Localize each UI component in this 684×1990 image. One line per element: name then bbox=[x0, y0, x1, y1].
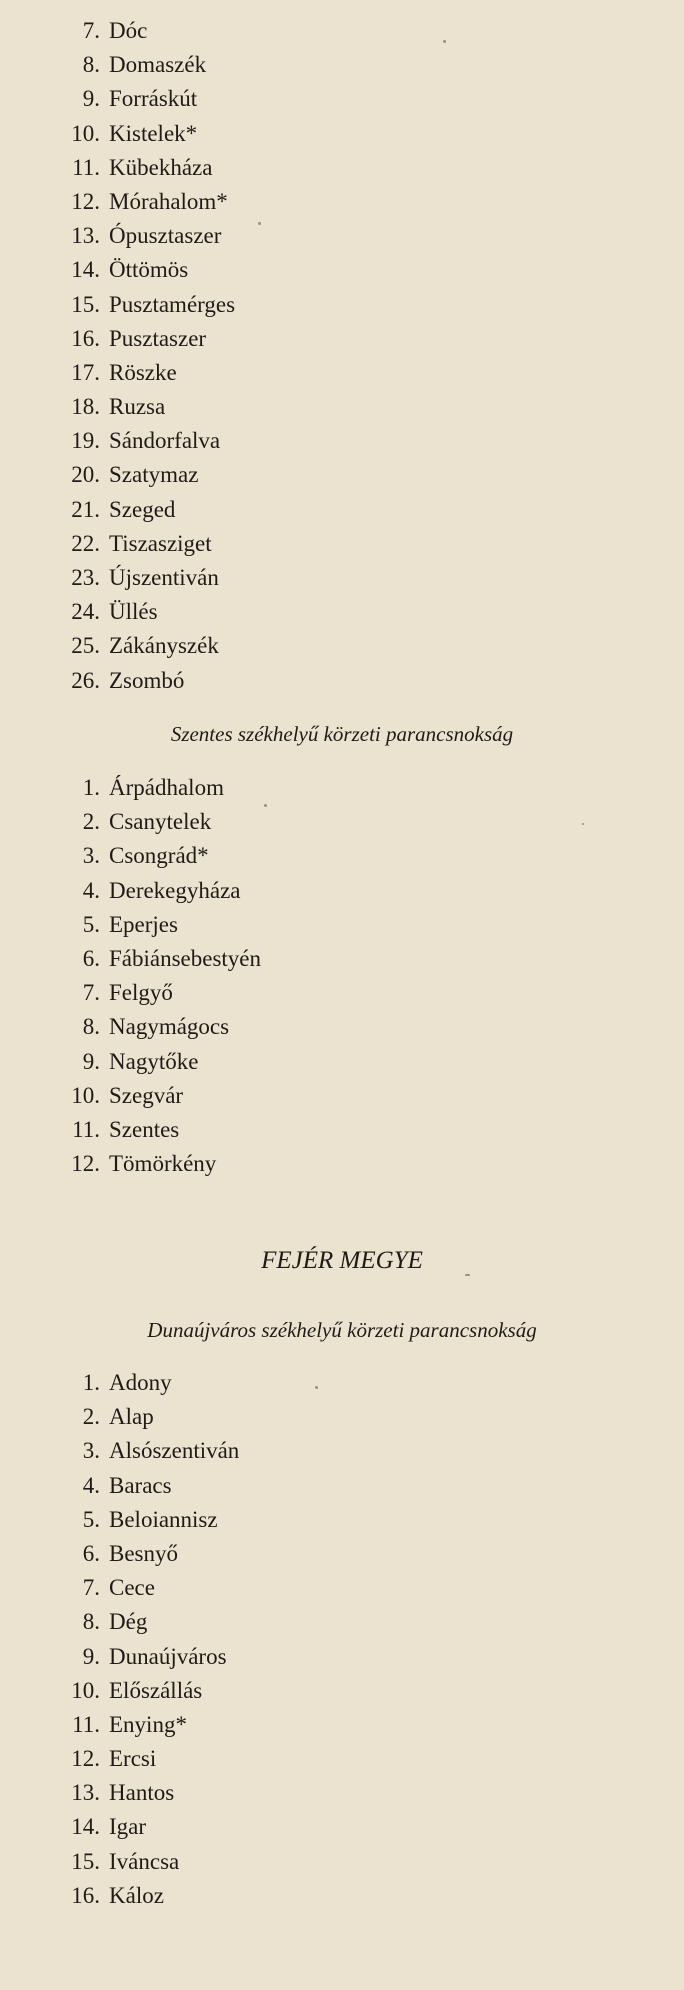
list-item bbox=[0, 1571, 684, 1605]
item-number: 13. bbox=[71, 223, 100, 249]
list-item bbox=[0, 1113, 684, 1147]
item-number: 2. bbox=[82, 809, 100, 835]
item-name: Baracs bbox=[109, 1472, 172, 1498]
item-name: Alap bbox=[109, 1404, 154, 1430]
scan-speck bbox=[443, 40, 446, 43]
item-name: Dóc bbox=[109, 18, 148, 43]
item-name: Nagytőke bbox=[109, 1048, 199, 1074]
item-name: Kistelek* bbox=[109, 120, 198, 146]
item-name: Felgyő bbox=[109, 980, 173, 1006]
item-number: 6. bbox=[82, 945, 100, 971]
item-number: 12. bbox=[71, 1151, 100, 1177]
item-number: 26. bbox=[71, 667, 100, 693]
item-number: 3. bbox=[82, 843, 100, 869]
item-name: Adony bbox=[109, 1370, 172, 1395]
item-name: Előszállás bbox=[109, 1677, 203, 1703]
scan-speck bbox=[264, 804, 267, 807]
list-item bbox=[0, 356, 684, 390]
item-name: Pusztamérges bbox=[109, 291, 236, 317]
item-name: Tömörkény bbox=[109, 1151, 217, 1177]
item-name: Ruzsa bbox=[109, 394, 166, 420]
item-number: 8. bbox=[82, 1014, 100, 1040]
item-number: 22. bbox=[71, 530, 100, 556]
item-number: 12. bbox=[71, 188, 100, 214]
item-name: Nagymágocs bbox=[109, 1014, 230, 1040]
item-name: Fábiánsebestyén bbox=[109, 945, 262, 971]
item-number: 5. bbox=[82, 911, 100, 937]
item-number: 21. bbox=[71, 496, 100, 522]
county-heading: FEJÉR MEGYE bbox=[261, 1247, 423, 1274]
list-item bbox=[0, 48, 684, 82]
item-name: Csanytelek bbox=[109, 809, 212, 835]
list-item bbox=[0, 1045, 684, 1079]
list-item bbox=[0, 14, 684, 48]
list-item bbox=[0, 664, 684, 698]
list-item bbox=[0, 1674, 684, 1708]
settlement-list-dunaujvaros bbox=[0, 1366, 684, 1913]
item-name: Ópusztaszer bbox=[109, 223, 222, 249]
list-item bbox=[0, 424, 684, 458]
item-name: Árpádhalom bbox=[109, 775, 224, 800]
item-name: Szeged bbox=[109, 496, 176, 522]
list-item bbox=[0, 527, 684, 561]
scan-speck bbox=[582, 823, 584, 825]
list-item bbox=[0, 1079, 684, 1113]
section-heading-szentes: Szentes székhelyű körzeti parancsnokság bbox=[170, 722, 514, 746]
list-item bbox=[0, 82, 684, 116]
list-item bbox=[0, 390, 684, 424]
list-item bbox=[0, 117, 684, 151]
item-name: Domaszék bbox=[109, 52, 207, 78]
item-number: 3. bbox=[82, 1438, 100, 1464]
list-item bbox=[0, 253, 684, 287]
item-number: 8. bbox=[82, 1609, 100, 1635]
list-item bbox=[0, 595, 684, 629]
item-number: 4. bbox=[82, 1472, 100, 1498]
list-item bbox=[0, 942, 684, 976]
list-item bbox=[0, 1845, 684, 1879]
item-number: 20. bbox=[71, 462, 100, 488]
item-number: 10. bbox=[71, 1082, 100, 1108]
item-number: 15. bbox=[71, 291, 100, 317]
list-item bbox=[0, 1776, 684, 1810]
list-item bbox=[0, 839, 684, 873]
list-item bbox=[0, 458, 684, 492]
item-name: Dunaújváros bbox=[109, 1643, 227, 1669]
list-item bbox=[0, 288, 684, 322]
item-number: 11. bbox=[72, 1116, 100, 1142]
list-item bbox=[0, 322, 684, 356]
item-number: 17. bbox=[71, 359, 100, 385]
item-name: Alsószentiván bbox=[109, 1438, 240, 1464]
item-name: Zákányszék bbox=[109, 633, 219, 659]
list-item bbox=[0, 1879, 684, 1913]
item-number: 4. bbox=[82, 877, 100, 903]
item-name: Forráskút bbox=[109, 86, 198, 112]
settlement-list-szentes bbox=[0, 771, 684, 1181]
item-name: Beloiannisz bbox=[109, 1506, 218, 1532]
list-item bbox=[0, 976, 684, 1010]
item-number: 1. bbox=[82, 1370, 100, 1395]
item-number: 8. bbox=[82, 52, 100, 78]
item-name: Igar bbox=[109, 1814, 147, 1840]
item-number: 10. bbox=[71, 1677, 100, 1703]
item-number: 7. bbox=[82, 18, 100, 43]
list-item bbox=[0, 629, 684, 663]
item-name: Szatymaz bbox=[109, 462, 199, 488]
scan-speck bbox=[465, 1274, 470, 1276]
item-number: 16. bbox=[71, 325, 100, 351]
list-item bbox=[0, 1434, 684, 1468]
list-item bbox=[0, 1605, 684, 1639]
list-item bbox=[0, 1640, 684, 1674]
item-name: Iváncsa bbox=[109, 1848, 180, 1874]
section-heading-dunaujvaros: Dunaújváros székhelyű körzeti parancsnokság bbox=[147, 1318, 537, 1342]
list-item bbox=[0, 1010, 684, 1044]
list-item bbox=[0, 493, 684, 527]
list-item bbox=[0, 219, 684, 253]
item-name: Cece bbox=[109, 1575, 155, 1601]
list-item bbox=[0, 1810, 684, 1844]
item-number: 5. bbox=[82, 1506, 100, 1532]
item-number: 9. bbox=[82, 1048, 100, 1074]
item-name: Újszentiván bbox=[109, 565, 219, 590]
item-number: 15. bbox=[71, 1848, 100, 1874]
item-number: 13. bbox=[71, 1780, 100, 1806]
list-item bbox=[0, 1147, 684, 1181]
item-name: Sándorfalva bbox=[109, 428, 221, 454]
list-item bbox=[0, 1742, 684, 1776]
item-number: 24. bbox=[71, 599, 100, 625]
list-item bbox=[0, 771, 684, 805]
list-item bbox=[0, 151, 684, 185]
scan-speck bbox=[315, 1386, 318, 1389]
item-name: Röszke bbox=[109, 359, 177, 385]
item-number: 2. bbox=[82, 1404, 100, 1430]
item-name: Üllés bbox=[109, 599, 158, 625]
item-name: Eperjes bbox=[109, 911, 178, 937]
list-item bbox=[0, 1400, 684, 1434]
item-name: Káloz bbox=[109, 1882, 164, 1908]
item-name: Szegvár bbox=[109, 1082, 184, 1108]
item-name: Zsombó bbox=[109, 667, 185, 693]
item-number: 19. bbox=[71, 428, 100, 454]
item-name: Hantos bbox=[109, 1780, 175, 1806]
list-item bbox=[0, 561, 684, 595]
item-number: 11. bbox=[72, 1711, 100, 1737]
item-number: 14. bbox=[71, 1814, 100, 1840]
list-item bbox=[0, 908, 684, 942]
item-number: 23. bbox=[71, 565, 100, 590]
settlement-list-szeged bbox=[0, 14, 684, 698]
item-name: Enying* bbox=[109, 1711, 187, 1737]
list-item bbox=[0, 1503, 684, 1537]
list-item bbox=[0, 185, 684, 219]
item-number: 10. bbox=[71, 120, 100, 146]
item-number: 7. bbox=[82, 980, 100, 1006]
list-item bbox=[0, 1708, 684, 1742]
item-number: 12. bbox=[71, 1746, 100, 1772]
item-name: Dég bbox=[109, 1609, 148, 1635]
item-number: 25. bbox=[71, 633, 100, 659]
item-name: Szentes bbox=[109, 1116, 180, 1142]
list-item bbox=[0, 874, 684, 908]
item-number: 9. bbox=[82, 86, 100, 112]
item-number: 14. bbox=[71, 257, 100, 283]
item-number: 6. bbox=[82, 1540, 100, 1566]
list-item bbox=[0, 1366, 684, 1400]
list-item bbox=[0, 1469, 684, 1503]
scan-speck bbox=[258, 222, 261, 225]
item-number: 1. bbox=[82, 775, 100, 800]
item-name: Tiszasziget bbox=[109, 530, 212, 556]
item-name: Csongrád* bbox=[109, 843, 209, 869]
item-number: 9. bbox=[82, 1643, 100, 1669]
item-name: Besnyő bbox=[109, 1540, 178, 1566]
item-name: Öttömös bbox=[109, 257, 189, 283]
item-number: 18. bbox=[71, 394, 100, 420]
item-name: Mórahalom* bbox=[109, 188, 228, 214]
item-number: 11. bbox=[72, 154, 100, 180]
item-name: Pusztaszer bbox=[109, 325, 207, 351]
item-name: Derekegyháza bbox=[109, 877, 241, 903]
item-number: 7. bbox=[82, 1575, 100, 1601]
item-name: Ercsi bbox=[109, 1746, 157, 1772]
list-item bbox=[0, 1537, 684, 1571]
item-name: Kübekháza bbox=[109, 154, 213, 180]
item-number: 16. bbox=[71, 1882, 100, 1908]
